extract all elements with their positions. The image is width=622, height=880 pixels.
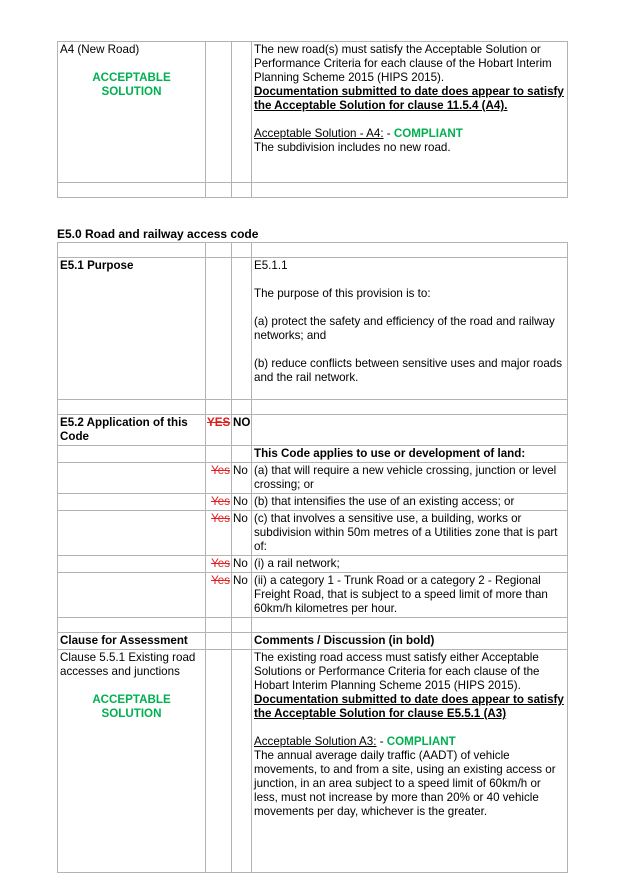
- clause-header: Clause for Assessment: [58, 633, 206, 650]
- table-row: [58, 400, 568, 415]
- paragraph: The new road(s) must satisfy the Acceptable Solution or Performance Criteria for each clause of the Hobart Interim Planning Scheme 2015 (HIPS 2015).: [254, 43, 552, 84]
- table-row: Yes No (c) that involves a sensitive use, a building, works or subdivision within 50m metres of a Utilities zone that is part of:: [58, 511, 568, 556]
- compliance-status: COMPLIANT: [386, 735, 456, 748]
- table-row: Yes No (a) that will require a new vehicle crossing, junction or level crossing; or: [58, 463, 568, 494]
- table-row: Yes No (ii) a category 1 - Trunk Road or a category 2 - Regional Freight Road, that is subject to a speed limit of more than 60km/h kilometres per hour.: [58, 573, 568, 618]
- table-row: [58, 633, 568, 650]
- clause-cell: [58, 42, 206, 183]
- section-heading: E5.0 Road and railway access code: [57, 227, 259, 241]
- table-row: Yes No (i) a rail network;: [58, 556, 568, 573]
- no-header: NO: [232, 415, 252, 446]
- clause-label: A4 (New Road): [60, 43, 140, 56]
- table-row: [58, 650, 568, 873]
- assessment-table-a4: [57, 41, 568, 198]
- table-row: [58, 415, 568, 446]
- application-label: E5.2 Application of this Code: [58, 415, 206, 446]
- yes-header: YES: [207, 416, 231, 429]
- acceptable-solution-line: Acceptable Solution A3: - COMPLIANT: [254, 735, 456, 748]
- table-row: Yes No (b) that intensifies the use of an existing access; or: [58, 494, 568, 511]
- clause-cell: [58, 650, 206, 873]
- purpose-cell: E5.1.1 The purpose of this provision is to: (a) protect the safety and efficiency of the road and railway networks; and (b) reduce conflicts between sensitive uses and major roads and the rail network.: [252, 258, 568, 400]
- comments-cell: The existing road access must satisfy either Acceptable Solutions or Performance Criteria for each clause of the Hobart Interim Planning Scheme 2015 (HIPS 2015). Documentation submitted to date does appear to satisfy the Acceptable Solution for clause E5.5.1 (A3) Acceptable Solution A3: - COMPLIANT The annual average daily traffic (AADT) of vehicle movements, to and from a site, using an existing access or junction, in an area subject to a speed limit of 60km/h or less, must not increase by more than 20% or 40 vehicle movements per day, whichever is the greater.: [252, 650, 568, 873]
- table-row: [58, 42, 568, 183]
- comments-header: Comments / Discussion (in bold): [252, 633, 568, 650]
- paragraph: The subdivision includes no new road.: [254, 141, 451, 154]
- paragraph-bold: Documentation submitted to date does appear to satisfy the Acceptable Solution for clause 11.5.4 (A4).: [254, 85, 564, 112]
- table-row: [58, 618, 568, 633]
- status-badge: ACCEPTABLE SOLUTION: [92, 71, 171, 98]
- purpose-label: E5.1 Purpose: [58, 258, 206, 400]
- table-row: [58, 243, 568, 258]
- assessment-table-e5: [57, 242, 568, 873]
- clause-label: Clause 5.5.1 Existing road accesses and junctions: [60, 651, 196, 678]
- applies-heading: This Code applies to use or development of land:: [252, 446, 568, 463]
- status-badge: ACCEPTABLE SOLUTION: [92, 693, 171, 720]
- table-row: [58, 446, 568, 463]
- compliance-status: COMPLIANT: [393, 127, 463, 140]
- acceptable-solution-line: Acceptable Solution - A4: - COMPLIANT: [254, 127, 463, 140]
- table-row: [58, 183, 568, 198]
- comments-cell: [252, 42, 568, 183]
- table-row: [58, 258, 568, 400]
